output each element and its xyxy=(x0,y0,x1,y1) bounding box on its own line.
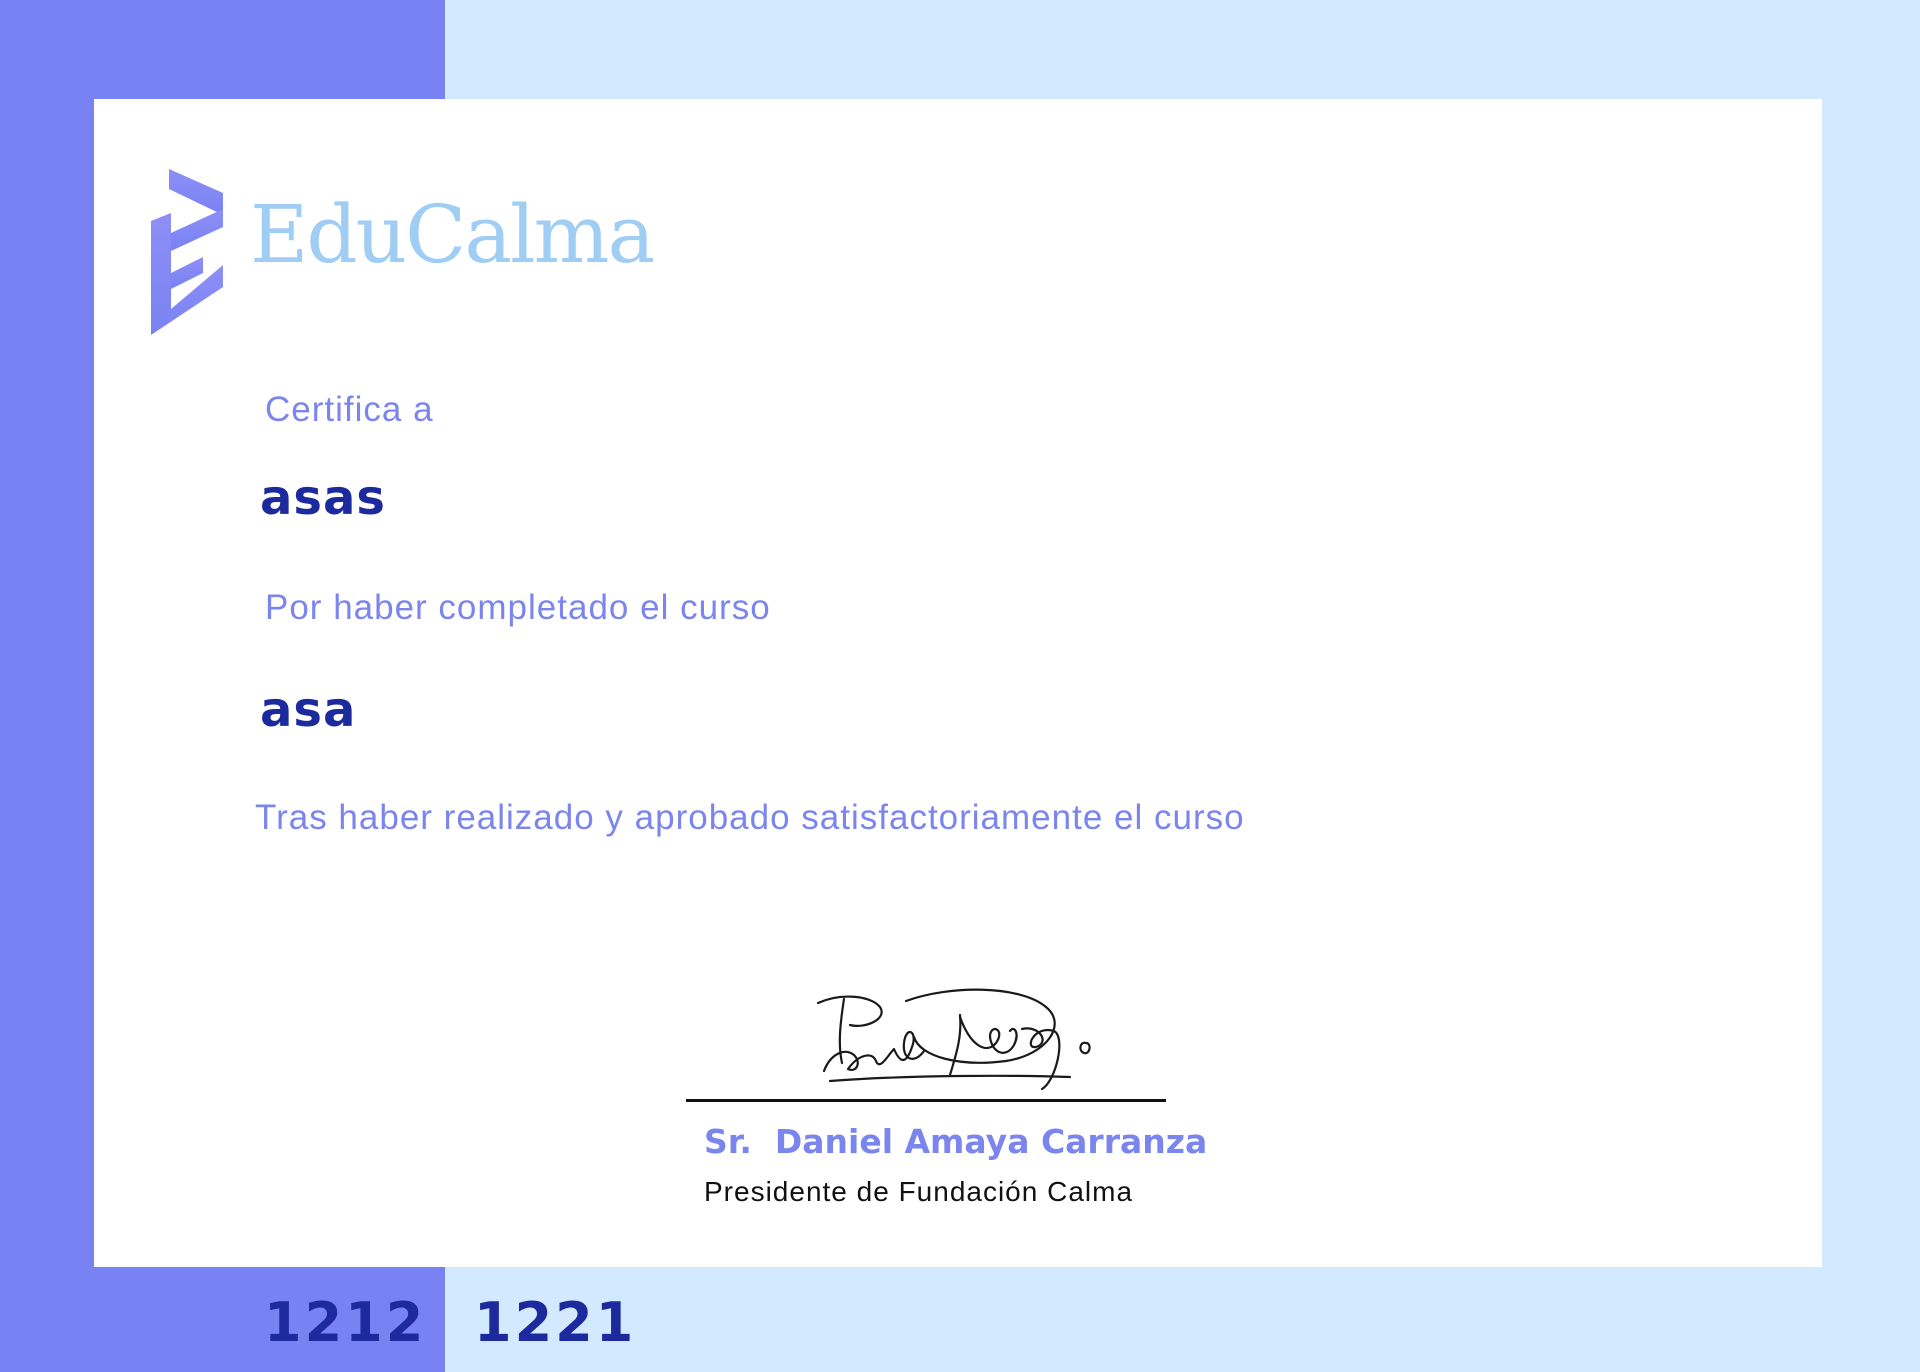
signer-role: Presidente de Fundación Calma xyxy=(704,1176,1134,1207)
certificate-code-1: 1212 xyxy=(264,1291,427,1354)
course-name: asa xyxy=(260,682,357,738)
educalma-logo-icon xyxy=(151,169,223,335)
signer-name: Sr. Daniel Amaya Carranza xyxy=(704,1122,1208,1161)
approval-statement: Tras haber realizado y aprobado satisfactoriamente el curso xyxy=(255,798,1245,837)
completed-label: Por haber completado el curso xyxy=(265,588,771,627)
brand-name: EduCalma xyxy=(250,188,654,281)
certificate-code-2: 1221 xyxy=(474,1291,637,1354)
certifies-label: Certifica a xyxy=(265,390,434,429)
signature-image xyxy=(810,985,1120,1095)
recipient-name: asas xyxy=(260,470,386,526)
signature-line xyxy=(686,1099,1166,1102)
